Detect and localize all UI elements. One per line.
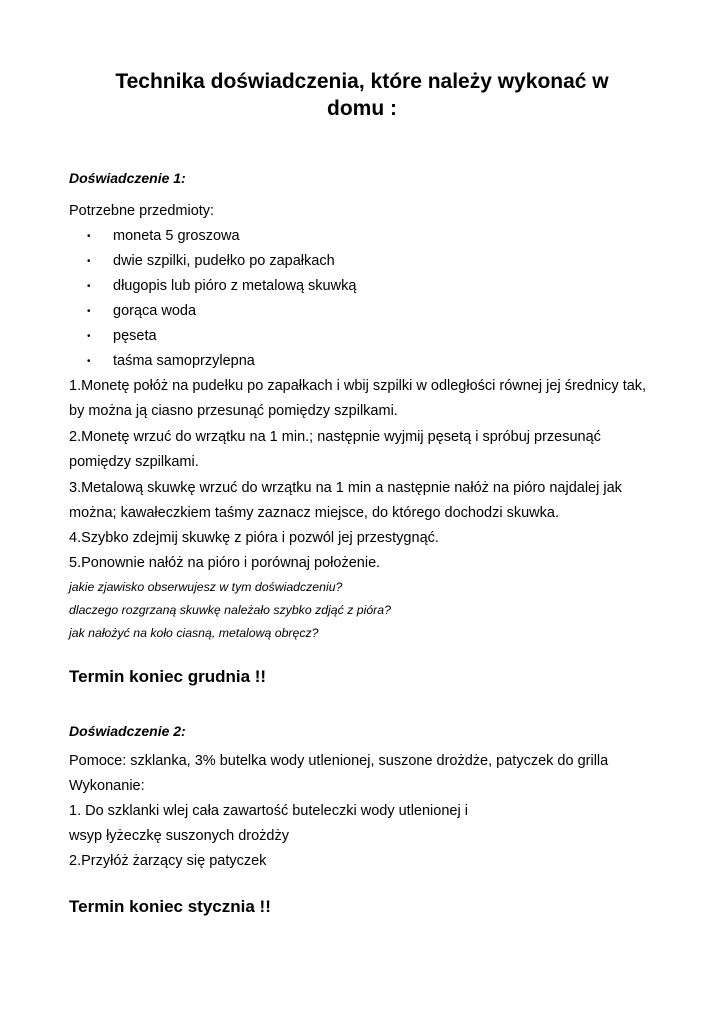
list-item-text: taśma samoprzylepna (113, 353, 255, 369)
deadline-2: Termin koniec stycznia !! (69, 897, 271, 916)
text-line: Pomoce: szklanka, 3% butelka wody utlenionej, suszone drożdże, patyczek do grilla (69, 753, 609, 769)
bullet-icon: • (87, 281, 91, 292)
step-line: 5.Ponownie nałóż na pióro i porównaj położenie. (69, 555, 381, 571)
list-item (87, 228, 240, 244)
bullet-icon: • (87, 331, 91, 342)
question-line: dlaczego rozgrzaną skuwkę należało szybko zdjąć z pióra? (69, 603, 391, 617)
list-item-text: moneta 5 groszowa (113, 228, 240, 244)
text-line: Wykonanie: (69, 778, 145, 794)
step-line: 4.Szybko zdejmij skuwkę z pióra i pozwól jej przestygnąć. (69, 530, 439, 546)
list-item (87, 303, 196, 319)
list-item (87, 278, 356, 294)
list-item-text: gorąca woda (113, 303, 197, 319)
bullet-icon: • (87, 306, 91, 317)
list-item-text: długopis lub pióro z metalową skuwką (113, 278, 357, 294)
bullet-icon: • (87, 231, 91, 242)
document-title: Technika doświadczenia, które należy wykonać w domu : (115, 70, 609, 120)
bullet-icon: • (87, 356, 91, 367)
step-line: 3.Metalową skuwkę wrzuć do wrzątku na 1 min a następnie nałóż na pióro najdalej jak (69, 480, 622, 496)
list-item (87, 253, 335, 269)
list-item-text: dwie szpilki, pudełko po zapałkach (113, 253, 335, 269)
text-line: wsyp łyżeczkę suszonych drożdży (69, 828, 289, 844)
text-line: 1. Do szklanki wlej cała zawartość buteleczki wody utlenionej i (69, 803, 468, 819)
step-line: 1.Monetę połóż na pudełku po zapałkach i wbij szpilki w odległości równej jej średnicy tak, (69, 378, 647, 394)
experiment-1-heading: Doświadczenie 1: (69, 170, 186, 186)
list-item-text: pęseta (113, 328, 157, 344)
experiment-2-heading: Doświadczenie 2: (69, 723, 186, 739)
question-line: jakie zjawisko obserwujesz w tym doświadczeniu? (69, 580, 343, 594)
list-item (87, 328, 157, 344)
bullet-icon: • (87, 256, 91, 267)
text-line: 2.Przyłóż żarzący się patyczek (69, 853, 267, 869)
question-line: jak nałożyć na koło ciasną, metalową obręcz? (69, 626, 319, 640)
step-line: 2.Monetę wrzuć do wrzątku na 1 min.; następnie wyjmij pęsetą i spróbuj przesunąć (69, 429, 601, 445)
deadline-1: Termin koniec grudnia !! (69, 667, 267, 686)
step-line: można; kawałeczkiem taśmy zaznacz miejsce, do którego dochodzi skuwka. (69, 505, 559, 521)
list-item (87, 353, 255, 369)
step-line: by można ją ciasno przesunąć pomiędzy szpilkami. (69, 403, 398, 419)
step-line: pomiędzy szpilkami. (69, 454, 199, 470)
items-label: Potrzebne przedmioty: (69, 203, 215, 219)
